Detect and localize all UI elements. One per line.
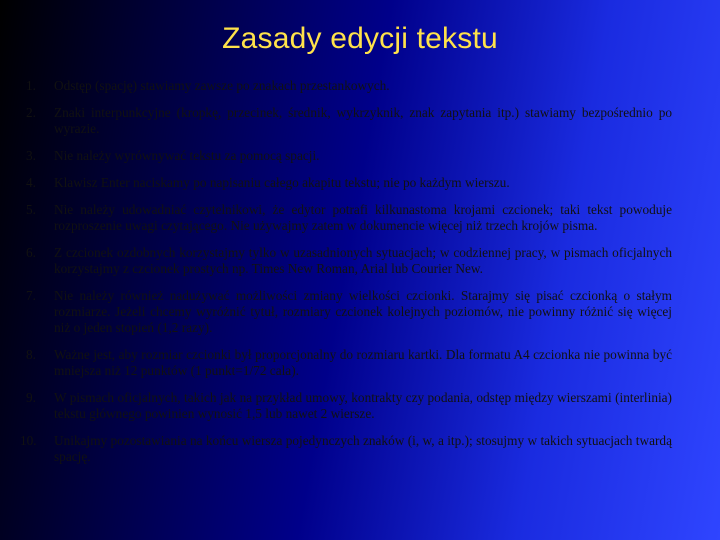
list-item <box>20 202 672 234</box>
list-item-number: 10. <box>20 433 37 448</box>
list-item <box>20 433 672 465</box>
list-item-text: Unikajmy pozostawiania na końcu wiersza pojedynczych znaków (i, w, a itp.); stosujmy w takich sytuacjach twardą spację. <box>54 433 672 464</box>
list-item <box>20 245 672 277</box>
list-item-text: Ważne jest, aby rozmiar czcionki był proporcjonalny do rozmiaru kartki. Dla formatu A4 czcionka nie powinna być mniejsza niż 12 punktów (1 punkt=1/72 cala). <box>54 347 672 378</box>
list-item-number: 1. <box>26 78 36 93</box>
list-item <box>20 288 672 336</box>
list-item-text: Znaki interpunkcyjne (kropkę, przecinek, średnik, wykrzyknik, znak zapytania itp.) stawiamy bezpośrednio po wyrazie. <box>54 105 672 136</box>
list-item-text: Odstęp (spację) stawiamy zawsze po znakach przestankowych. <box>54 78 390 93</box>
list-item-text: Z czcionek ozdobnych korzystajmy tylko w uzasadnionych sytuacjach; w codziennej pracy, w pismach oficjalnych korzystajmy z czcionek prostych np. Times New Roman, Arial lub Courier New. <box>54 245 672 276</box>
slide-title: Zasady edycji tekstu <box>222 22 498 55</box>
rules-list <box>20 78 672 476</box>
list-item <box>20 148 672 164</box>
list-item-number: 7. <box>26 288 36 303</box>
list-item <box>20 175 672 191</box>
list-item-number: 8. <box>26 347 36 362</box>
list-item-text: Klawisz Enter naciskamy po napisaniu całego akapitu tekstu; nie po każdym wierszu. <box>54 175 510 190</box>
list-item-text: Nie należy wyrównywać tekstu za pomocą spacji. <box>54 148 320 163</box>
list-item <box>20 347 672 379</box>
list-item-number: 6. <box>26 245 36 260</box>
list-item <box>20 390 672 422</box>
list-item-text: W pismach oficjalnych, takich jak na przykład umowy, kontrakty czy podania, odstęp między wierszami (interlinia) tekstu głównego powinien wynosić 1,5 lub nawet 2 wiersze. <box>54 390 672 421</box>
list-item-number: 2. <box>26 105 36 120</box>
list-item-text: Nie należy udowadniać czytelnikowi, że edytor potrafi kilkunastoma krojami czcionek; taki tekst powoduje rozproszenie uwagi czytającego. Nie używajmy zatem w dokumencie więcej niż trzech krojów pisma. <box>54 202 672 233</box>
list-item-number: 9. <box>26 390 36 405</box>
list-item-number: 3. <box>26 148 36 163</box>
list-item-number: 4. <box>26 175 36 190</box>
list-item <box>20 105 672 137</box>
list-item-number: 5. <box>26 202 36 217</box>
list-item-text: Nie należy również nadużywać możliwości zmiany wielkości czcionki. Starajmy się pisać czcionką o stałym rozmiarze. Jeżeli chcemy wyróżnić tytuł, rozmiary czcionek kolejnych poziomów, nie powinny różnić się więcej niż o jeden stopień (1,2 razy). <box>54 288 672 335</box>
list-item <box>20 78 672 94</box>
